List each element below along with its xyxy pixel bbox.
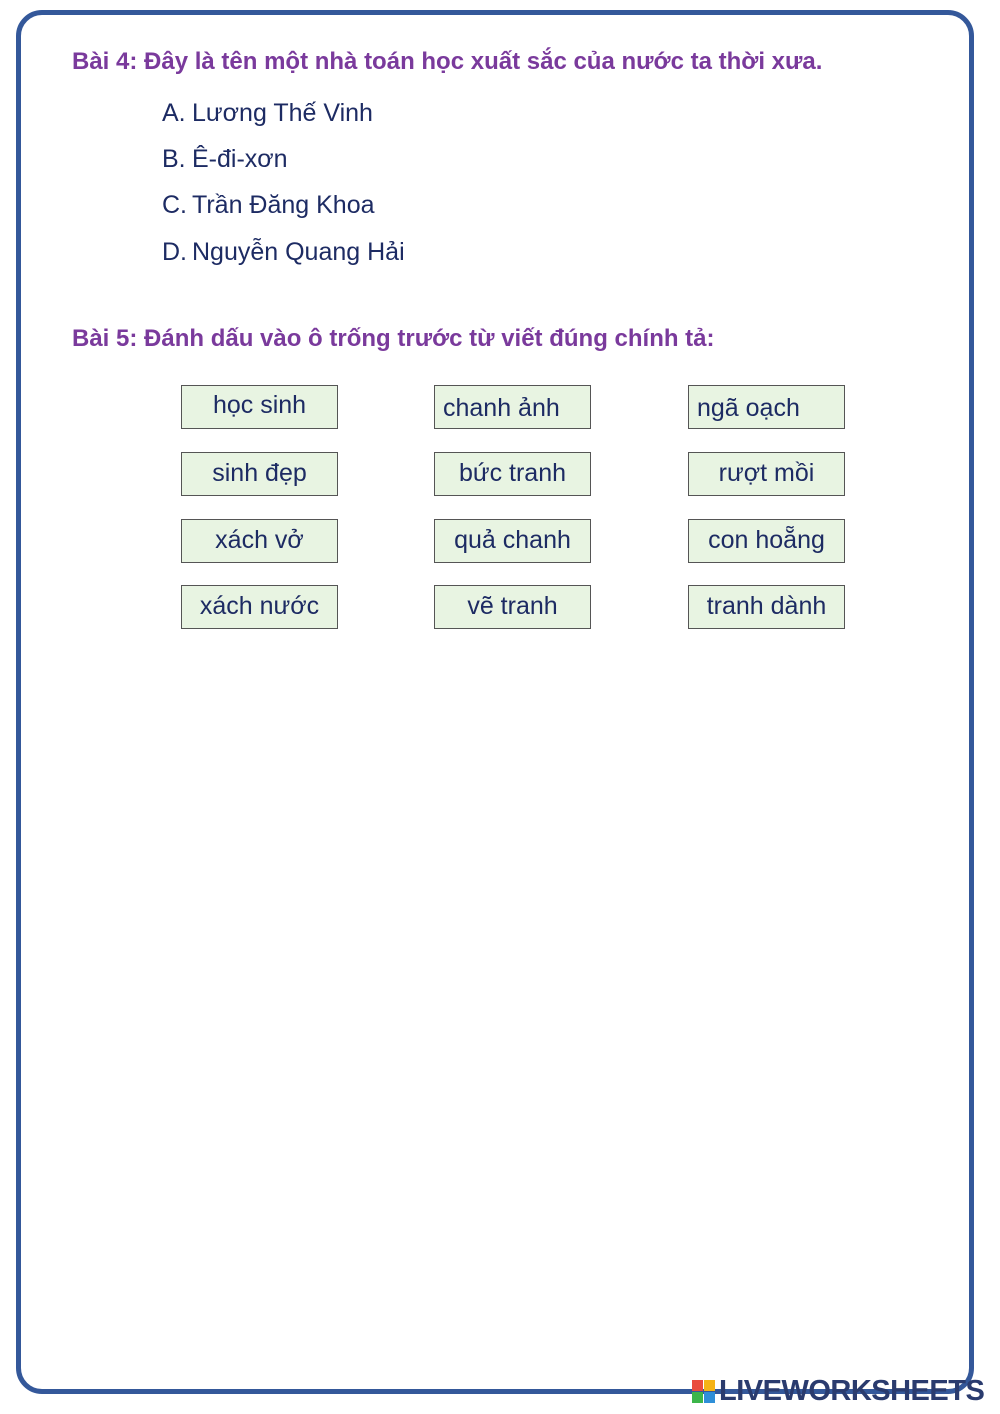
word-checkbox[interactable]: bức tranh	[434, 452, 591, 496]
option-d[interactable]	[162, 238, 405, 267]
word-checkbox[interactable]: xách nước	[181, 585, 338, 629]
option-a[interactable]	[162, 99, 373, 128]
option-b[interactable]	[162, 145, 288, 174]
option-c[interactable]	[162, 191, 375, 220]
option-text: Lương Thế Vinh	[192, 99, 373, 127]
liveworksheets-logo	[692, 1376, 984, 1406]
option-letter: D.	[162, 238, 187, 266]
word-checkbox[interactable]: chanh ảnh	[434, 385, 591, 429]
option-text: Ê-đi-xơn	[192, 145, 288, 173]
word-checkbox[interactable]: quả chanh	[434, 519, 591, 563]
option-letter: B.	[162, 145, 186, 173]
word-checkbox[interactable]: học sinh	[181, 385, 338, 429]
word-checkbox[interactable]: ngã oạch	[688, 385, 845, 429]
word-checkbox[interactable]: tranh dành	[688, 585, 845, 629]
option-text: Trần Đăng Khoa	[192, 191, 375, 219]
option-letter: A.	[162, 99, 186, 127]
question-4-title: Bài 4: Đây là tên một nhà toán học xuất sắc của nước ta thời xưa.	[72, 48, 823, 75]
logo-text: LIVEWORKSHEETS	[719, 1374, 985, 1407]
word-checkbox[interactable]: rượt mồi	[688, 452, 845, 496]
question-5-title: Bài 5: Đánh dấu vào ô trống trước từ viết đúng chính tả:	[72, 325, 715, 352]
worksheet-frame	[16, 10, 974, 1394]
word-checkbox[interactable]: vẽ tranh	[434, 585, 591, 629]
word-checkbox[interactable]: sinh đẹp	[181, 452, 338, 496]
liveworksheets-logo-icon	[692, 1380, 715, 1403]
word-checkbox[interactable]: con hoẵng	[688, 519, 845, 563]
word-checkbox[interactable]: xách vở	[181, 519, 338, 563]
option-text: Nguyễn Quang Hải	[192, 238, 405, 266]
option-letter: C.	[162, 191, 187, 219]
